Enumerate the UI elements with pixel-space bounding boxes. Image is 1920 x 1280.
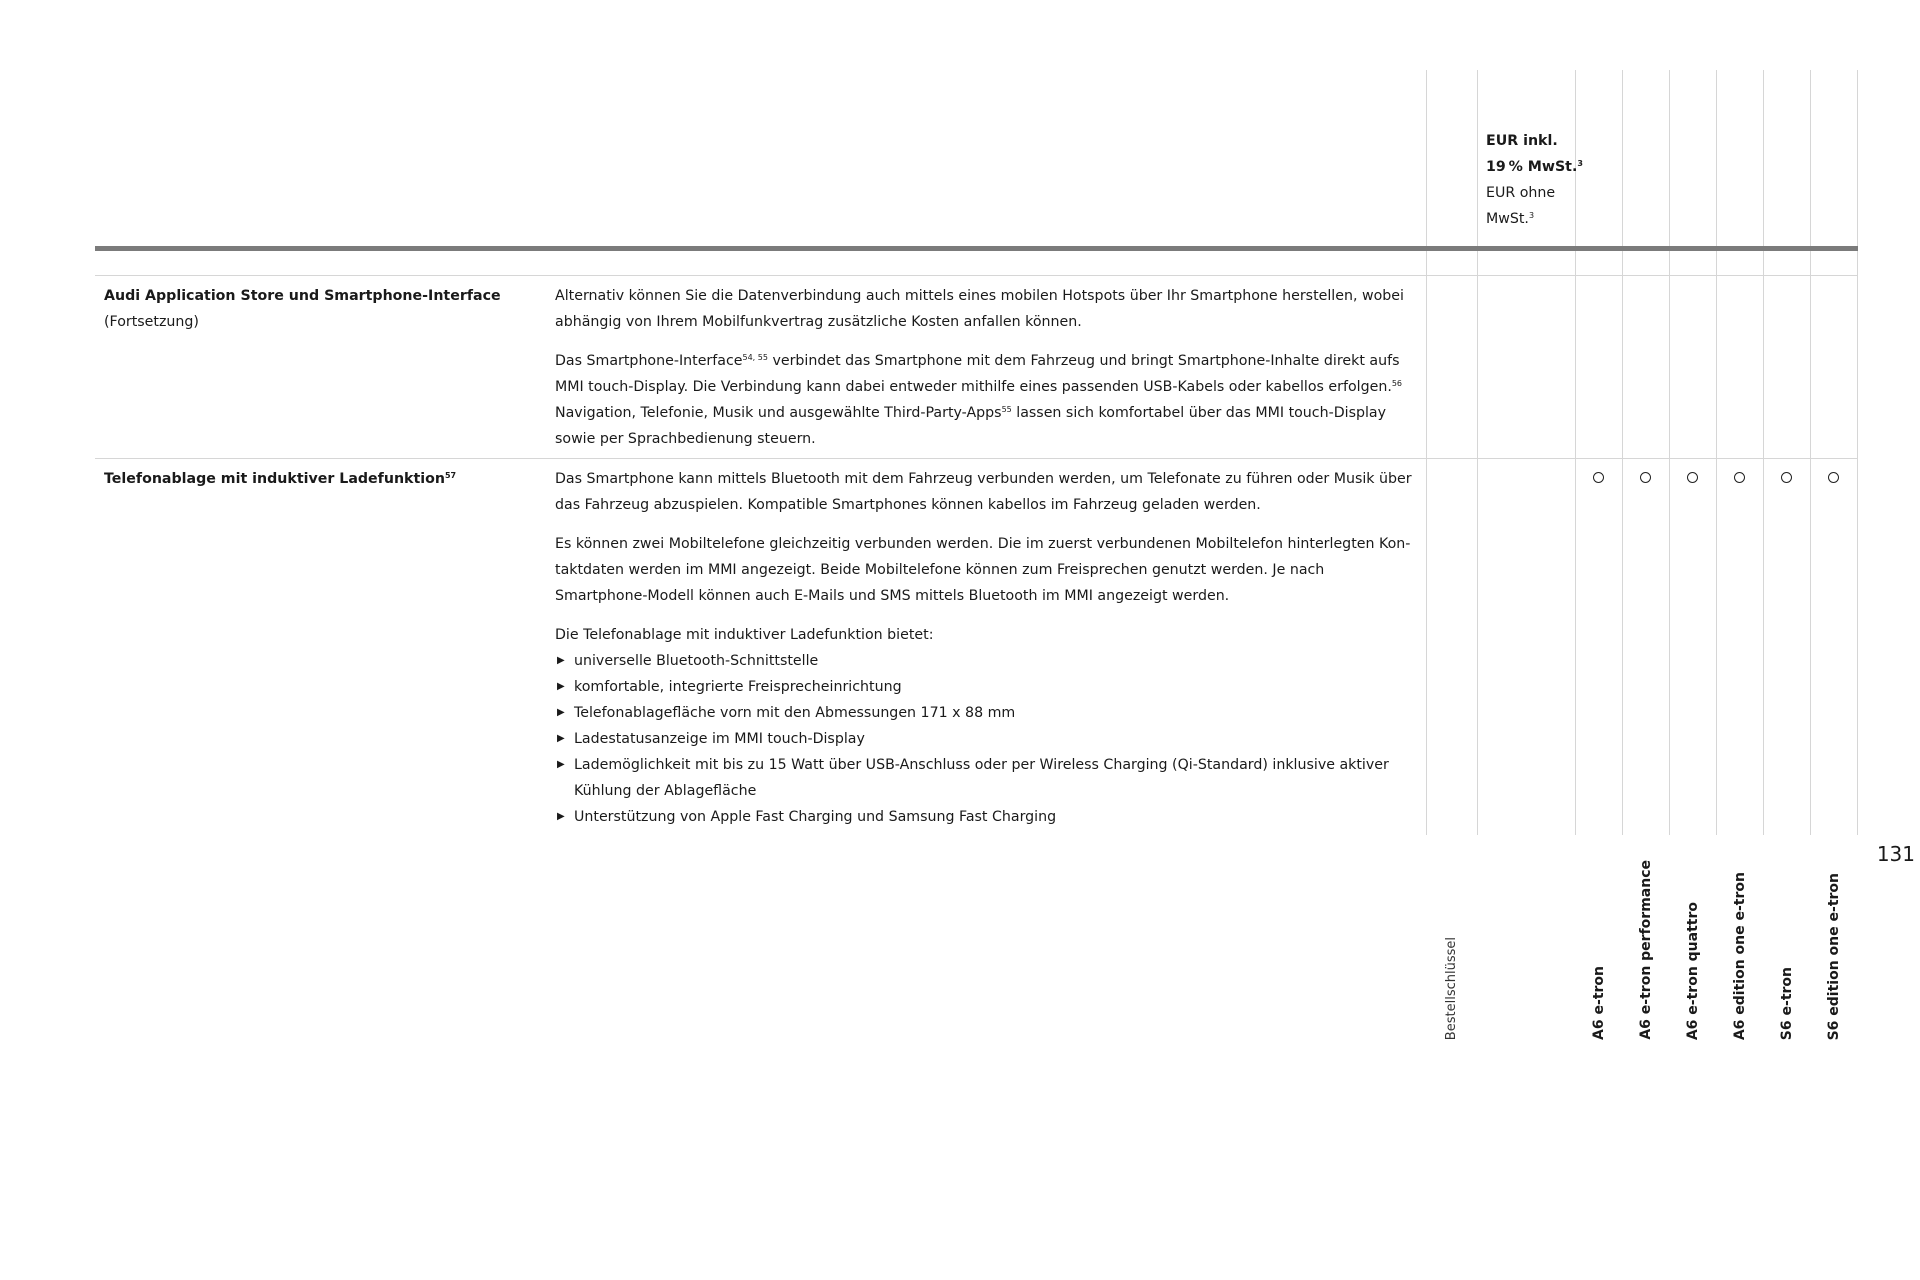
column-divider — [1857, 70, 1858, 835]
list-item: ▶ universelle Bluetooth-Schnittstelle — [555, 648, 1415, 674]
feature-description: Alternativ können Sie die Datenverbindung auch mittels eines mobilen Hotspots über Ihr Smartphone herstellen, wobei abhängig von Ihrem Mobilfunkvertrag zusätzliche Kosten anfallen können. Das Smartphone-Interface$^{54, 55}$ verbindet das Smartphone mit dem Fahrzeug und bringt Smartphone-Inhalte direkt aufs MMI touch-Display. Die Verbindung kann dabei entweder mithilfe eines passenden USB-Kabels oder kabellos erfolgen.$^{56}$ Navigation, Telefonie, Musik und ausgewählte Third-Party-Apps$^{55}$ lassen sich komfortabel über das MMI touch-Display sowie per Sprachbedienung steuern. — [555, 288, 1404, 447]
bullet-icon: ▶ — [557, 733, 565, 744]
bullet-icon: ▶ — [557, 707, 565, 718]
bullet-icon: ▶ — [557, 681, 565, 692]
bullet-icon: ▶ — [557, 759, 565, 770]
model-header-s6-edition-one: S6 edition one e-tron — [1826, 872, 1842, 1040]
optional-circle-icon — [1734, 472, 1745, 483]
row-divider — [95, 275, 1858, 276]
list-item: ▶ Lademöglichkeit mit bis zu 15 Watt über USB-Anschluss oder per Wireless Charging (Qi-Standard) inklusive aktiver Kühlung der Ablagefläche — [555, 752, 1415, 804]
feature-name: Telefonablage mit induktiver Ladefunktion$^{57}$ — [104, 471, 457, 487]
column-divider — [1763, 70, 1764, 835]
optional-circle-icon — [1640, 472, 1651, 483]
column-divider — [1426, 70, 1427, 835]
model-header-a6-edition-one: A6 edition one e-tron — [1732, 871, 1748, 1040]
model-header-a6-e-tron-performance: A6 e-tron performance — [1638, 860, 1654, 1040]
header-rule — [95, 246, 1858, 251]
list-item: ▶ komfortable, integrierte Freisprecheinrichtung — [555, 674, 1415, 700]
model-header-a6-e-tron: A6 e-tron — [1591, 966, 1607, 1040]
list-item: ▶ Unterstützung von Apple Fast Charging und Samsung Fast Charging — [555, 804, 1415, 830]
model-header-a6-e-tron-quattro: A6 e-tron quattro — [1685, 901, 1701, 1040]
page-number: 131 — [1876, 842, 1915, 866]
feature-bullet-list — [555, 648, 1415, 830]
column-divider — [1477, 70, 1478, 835]
optional-circle-icon — [1781, 472, 1792, 483]
order-key-header: Bestellschlüssel — [1444, 936, 1459, 1040]
optional-circle-icon — [1593, 472, 1604, 483]
bullet-icon: ▶ — [557, 655, 565, 666]
column-divider — [1716, 70, 1717, 835]
model-header-s6-e-tron: S6 e-tron — [1779, 966, 1795, 1040]
optional-circle-icon — [1828, 472, 1839, 483]
column-divider — [1810, 70, 1811, 835]
feature-description: Das Smartphone kann mittels Bluetooth mit dem Fahrzeug verbunden werden, um Telefonate zu führen oder Musik über das Fahrzeug abzuspielen. Kompatible Smartphones können kabellos im Fahrzeug geladen werden. Es können zwei Mobiltelefone gleichzeitig verbunden werden. Die im zuerst verbundenen Mobiltelefon hinterlegten Kon-taktdaten werden im MMI angezeigt. Beide Mobiltelefone können zum Freisprechen genutzt werden. Je nach Smartphone-Modell können auch E-Mails und SMS mittels Bluetooth im MMI angezeigt werden. Die Telefonablage mit induktiver Ladefunktion bietet: ▶ universelle Bluetooth-Schnittstelle ▶ komfortable, integrierte Freisprecheinrichtung ▶ Telefonablagefläche vorn mit den Abmessungen 171 x 88 mm ▶ Ladestatusanzeige im MMI touch-Display ▶ Lademöglichkeit mit bis zu 15 Watt über USB-Anschluss oder per Wireless Charging (Qi-Standard) inklusive aktiver Kühlung der Ablagefläche ▶ Unterstützung von Apple Fast Charging und Samsung Fast Charging — [555, 466, 1415, 830]
column-divider — [1622, 70, 1623, 835]
price-header: EUR inkl. 19 % MwSt.$^3$ EUR ohne MwSt.$^3$ — [1486, 133, 1583, 227]
feature-name: Audi Application Store und Smartphone-Interface (Fortsetzung) — [104, 288, 501, 330]
optional-circle-icon — [1687, 472, 1698, 483]
list-item: ▶ Telefonablagefläche vorn mit den Abmessungen 171 x 88 mm — [555, 700, 1415, 726]
list-item: ▶ Ladestatusanzeige im MMI touch-Display — [555, 726, 1415, 752]
column-divider — [1669, 70, 1670, 835]
bullet-icon: ▶ — [557, 811, 565, 822]
